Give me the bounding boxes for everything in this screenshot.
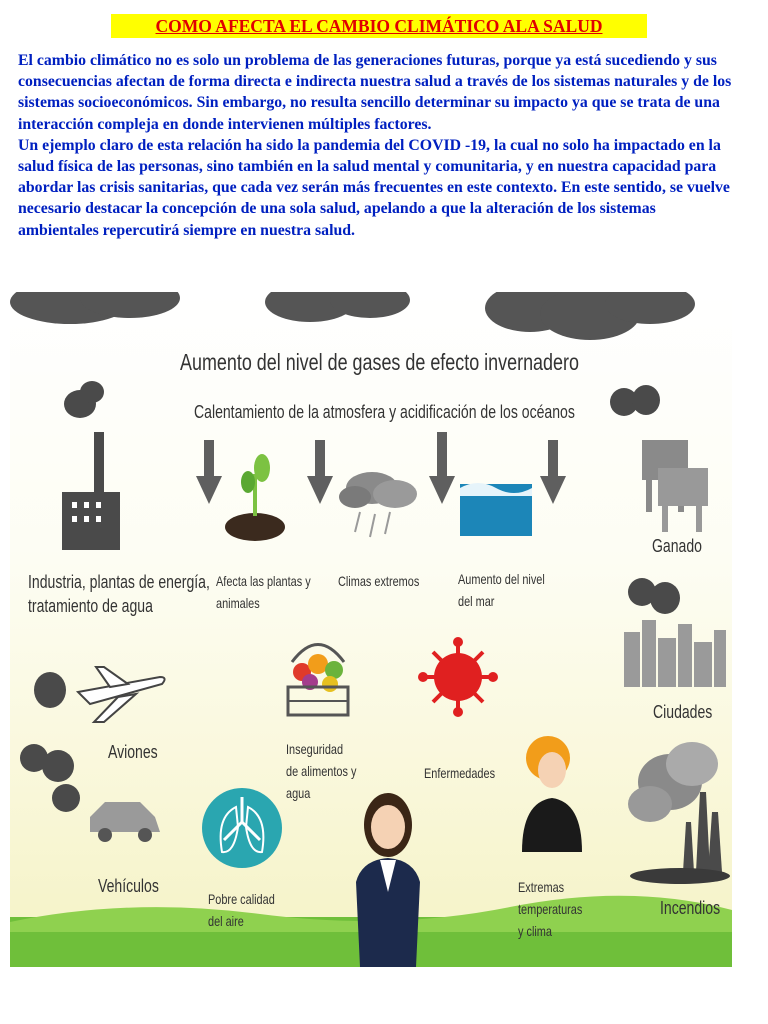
sea-wave-icon [460, 483, 532, 536]
airplane-icon [34, 667, 165, 722]
top-clouds-icon [10, 292, 695, 340]
intro-paragraph-2: Un ejemplo claro de esta relación ha sido la pandemia del COVID -19, la cual no solo ha impactado en la salud física de las personas, sino también en la salud mental y comunitaria, y en nuestra capacidad para abordar las crisis sanitarias, que cada vez serán más frecuentes en este contexto. En este sentido, se vuelve necesario destacar la concepción de una sola salud, apelando a que la alteración de los sistemas ambientales repercutirá siempre en nuestra salud. [18, 136, 730, 239]
arrow-4-icon [540, 440, 566, 504]
food-basket-icon [288, 645, 348, 716]
document-title: COMO AFECTA EL CAMBIO CLIMÁTICO ALA SALUD [111, 14, 647, 38]
intro-paragraph-1: El cambio climático no es solo un problema de las generaciones futuras, porque ya está sucediendo y sus consecuencias afectan de forma directa e indirecta nuestra salud a través de los sistemas naturales y de los sistemas socioeconómicos. Sin embargo, no resulta sencillo determinar su impacto ya que se trata de una interacción compleja en donde intervienen múltiples factores. [18, 52, 732, 133]
label-climas: Climas extremos [338, 573, 420, 589]
infographic-heading: Aumento del nivel de gases de efecto invernadero [180, 349, 579, 375]
woman-figure-icon [356, 793, 420, 967]
storm-cloud-icon [339, 472, 417, 537]
label-aviones: Aviones [108, 742, 158, 762]
label-plantas: Afecta las plantas y animales [216, 573, 311, 611]
label-mar: Aumento del nivel del mar [458, 571, 545, 609]
label-alimentos: Inseguridad de alimentos y agua [286, 741, 357, 801]
climate-health-infographic [10, 292, 732, 967]
label-ciudades: Ciudades [653, 702, 713, 722]
label-ganado: Ganado [652, 536, 702, 556]
wildfire-smoke-icon [628, 742, 730, 884]
label-incendios: Incendios [660, 898, 721, 918]
label-aire: Pobre calidad del aire [208, 891, 275, 929]
factory-icon [62, 381, 120, 550]
intro-text [18, 50, 738, 241]
label-temperaturas: Extremas temperaturas y clima [518, 879, 583, 939]
arrow-3-icon [429, 432, 455, 504]
label-enfermedades: Enfermedades [424, 765, 496, 781]
label-industria: Industria, plantas de energía, tratamiento de agua [28, 572, 210, 616]
city-skyline-icon [624, 578, 726, 687]
lungs-icon [202, 788, 282, 868]
arrow-2-icon [307, 440, 333, 504]
infographic-artwork [10, 292, 732, 967]
sick-person-icon [522, 736, 582, 852]
infographic-subheading: Calentamiento de la atmosfera y acidificación de los océanos [194, 402, 575, 422]
cattle-icon [610, 385, 708, 532]
arrow-1-icon [196, 440, 222, 504]
label-vehiculos: Vehículos [98, 876, 159, 896]
virus-icon [418, 637, 498, 717]
plant-sprout-icon [225, 454, 285, 541]
